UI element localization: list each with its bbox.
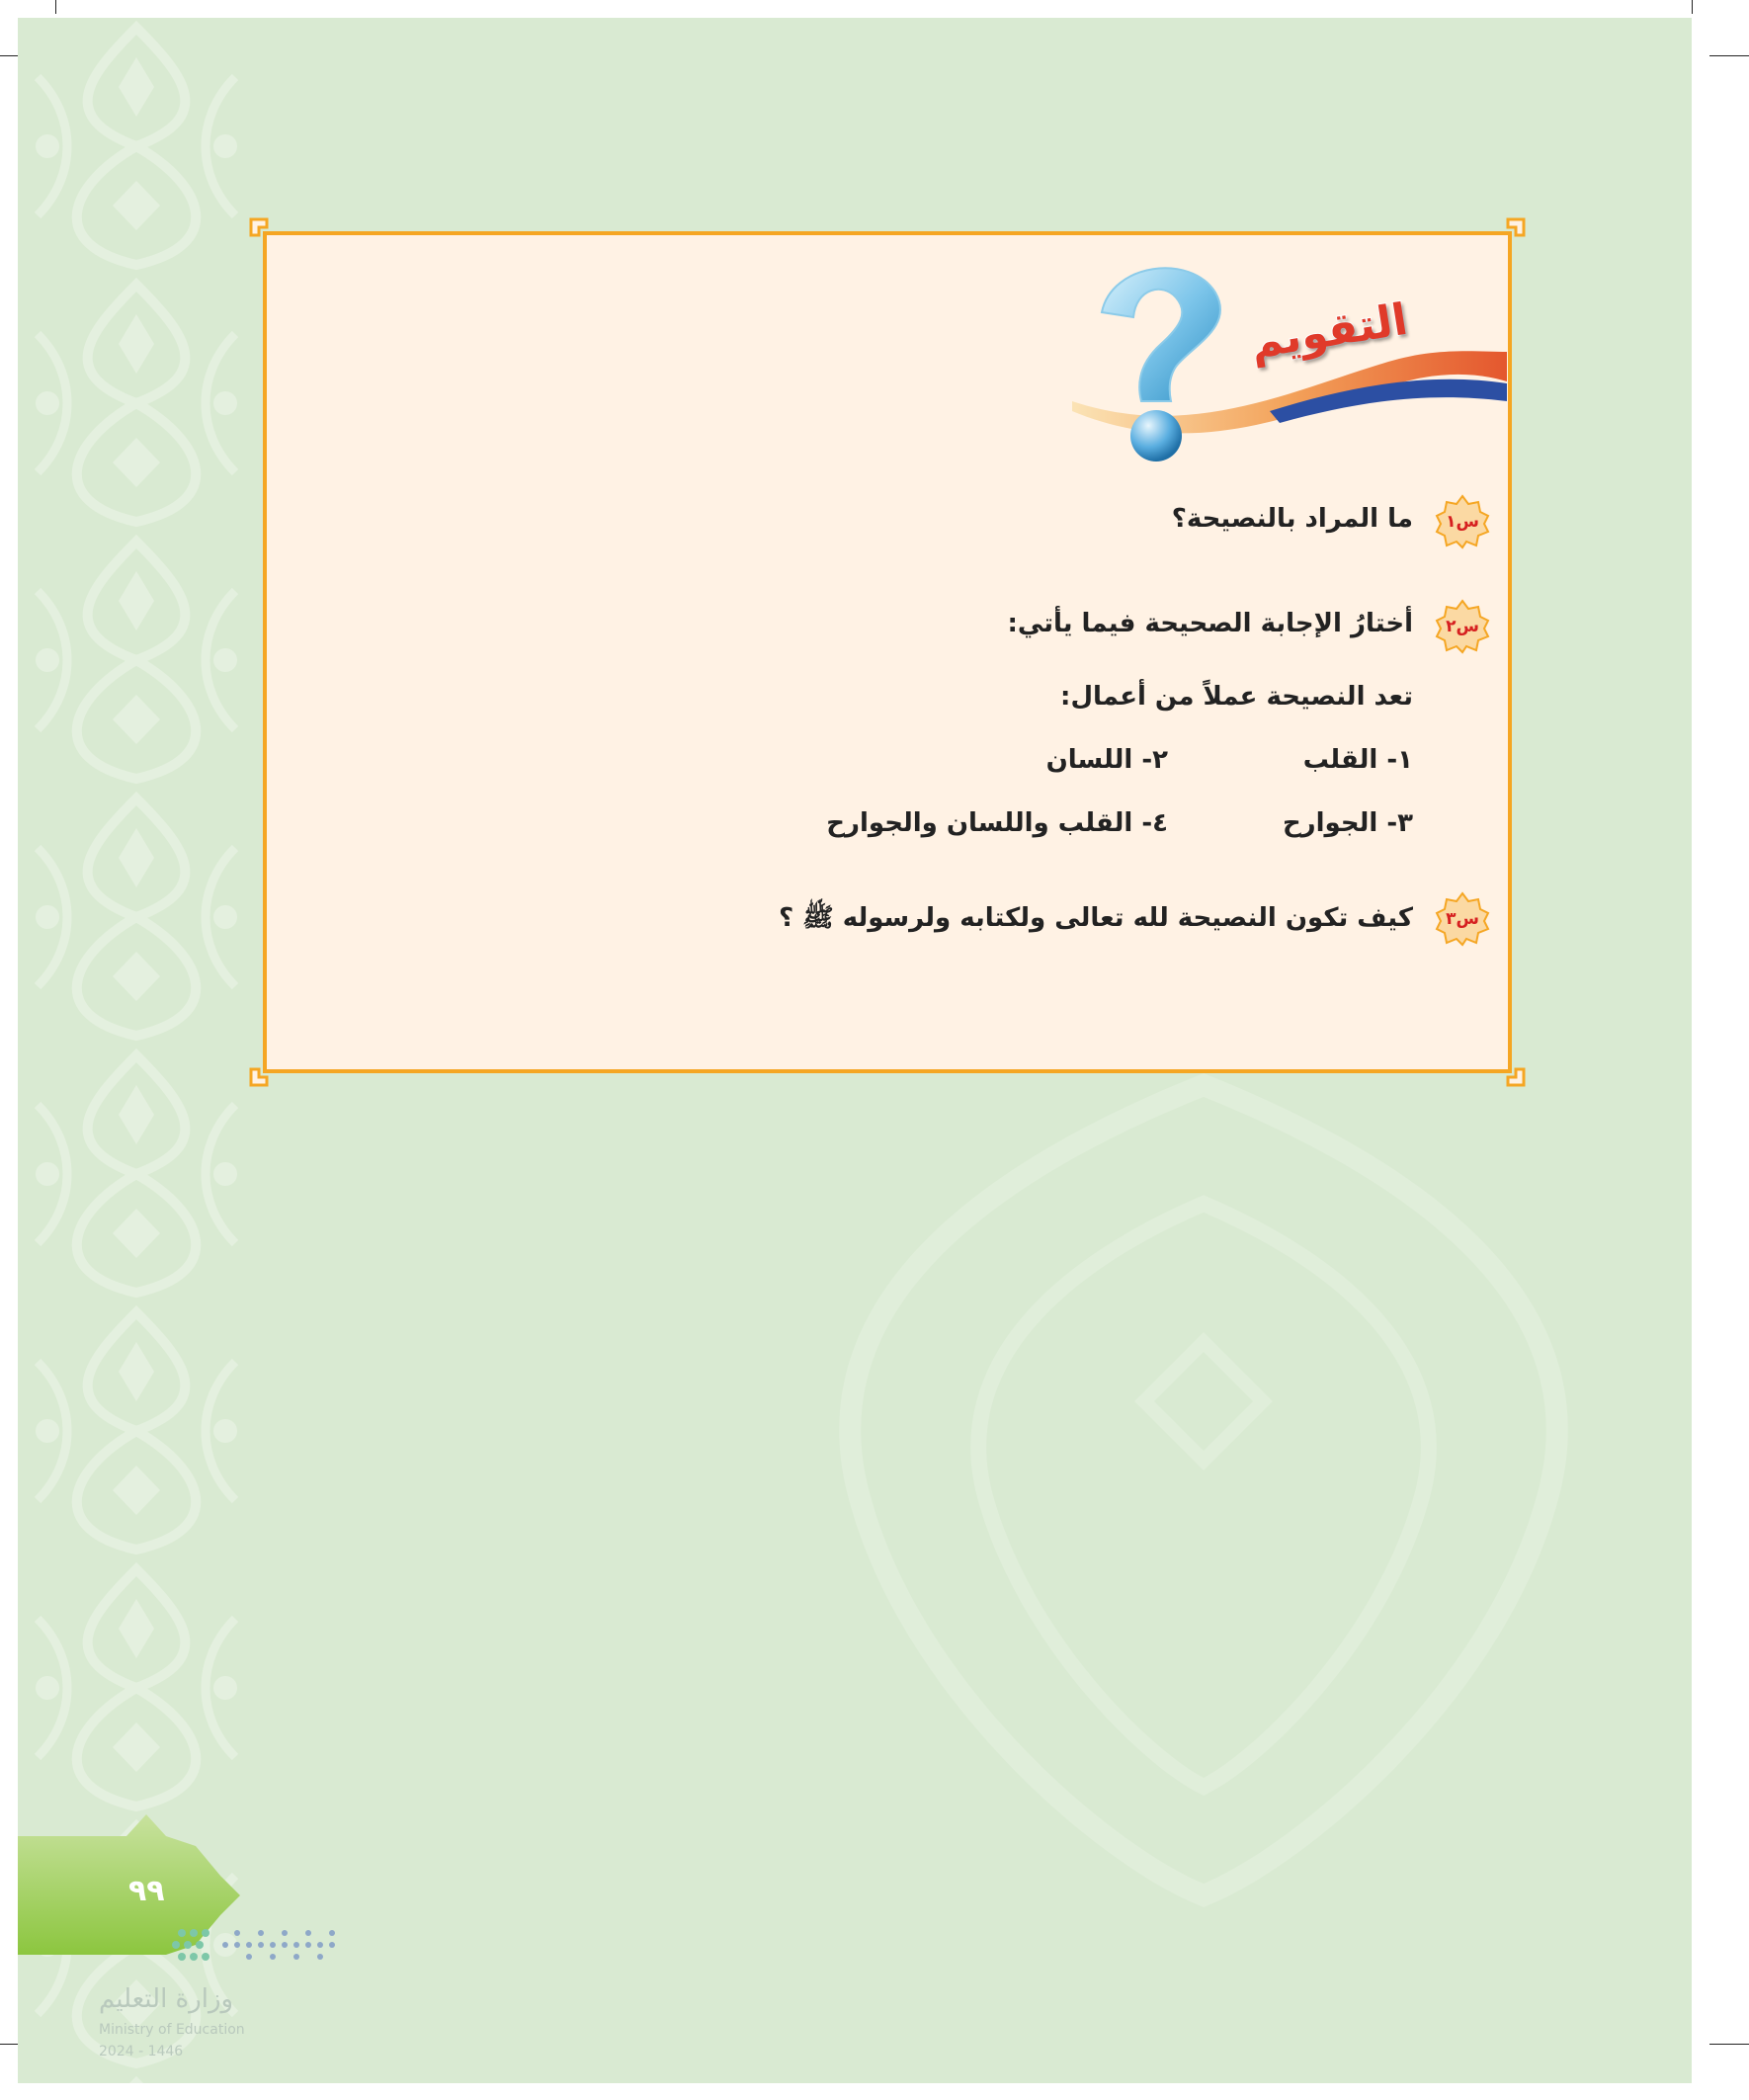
question-2-number: س٢	[1446, 617, 1479, 636]
corner-ornament	[249, 217, 275, 243]
page-number: ٩٩	[128, 1874, 165, 1908]
question-1-text: ما المراد بالنصيحة؟	[1171, 504, 1413, 534]
question-3-number: س٣	[1446, 909, 1479, 929]
edition-year: 2024 - 1446	[99, 2044, 184, 2059]
question-3-text: كيف تكون النصيحة لله تعالى ولكتابه ولرسوله ﷺ ؟	[779, 903, 1413, 933]
corner-ornament	[249, 1061, 275, 1087]
corner-ornament	[1500, 217, 1526, 243]
ministry-name-english: Ministry of Education	[99, 2022, 245, 2038]
ministry-name-arabic: وزارة التعليم	[99, 1984, 234, 2014]
crop-mark	[55, 0, 56, 14]
crop-mark	[1709, 55, 1749, 56]
answer-option: ١- القلب	[1302, 745, 1413, 775]
answer-option: ٤- القلب واللسان والجوارح	[826, 808, 1168, 838]
textbook-page	[18, 18, 1692, 2083]
question-2-stem: تعد النصيحة عملاً من أعمال:	[1060, 682, 1413, 712]
evaluation-box	[263, 231, 1512, 1073]
answer-option: ٢- اللسان	[1045, 745, 1168, 775]
crop-mark	[1692, 0, 1693, 14]
evaluation-title: التقويم	[1246, 294, 1411, 370]
answer-option: ٣- الجوارح	[1282, 808, 1413, 838]
arabesque-border-ornament	[18, 18, 255, 2083]
question-1-number: س١	[1446, 512, 1479, 532]
evaluation-header	[1072, 253, 1507, 465]
corner-ornament	[1500, 1061, 1526, 1087]
crop-mark	[1709, 2044, 1749, 2045]
question-2-text: أختارُ الإجابة الصحيحة فيما يأتي:	[1007, 609, 1413, 638]
background-ornament	[709, 1046, 1692, 1935]
ministry-dots-logo-icon	[166, 1915, 344, 1974]
